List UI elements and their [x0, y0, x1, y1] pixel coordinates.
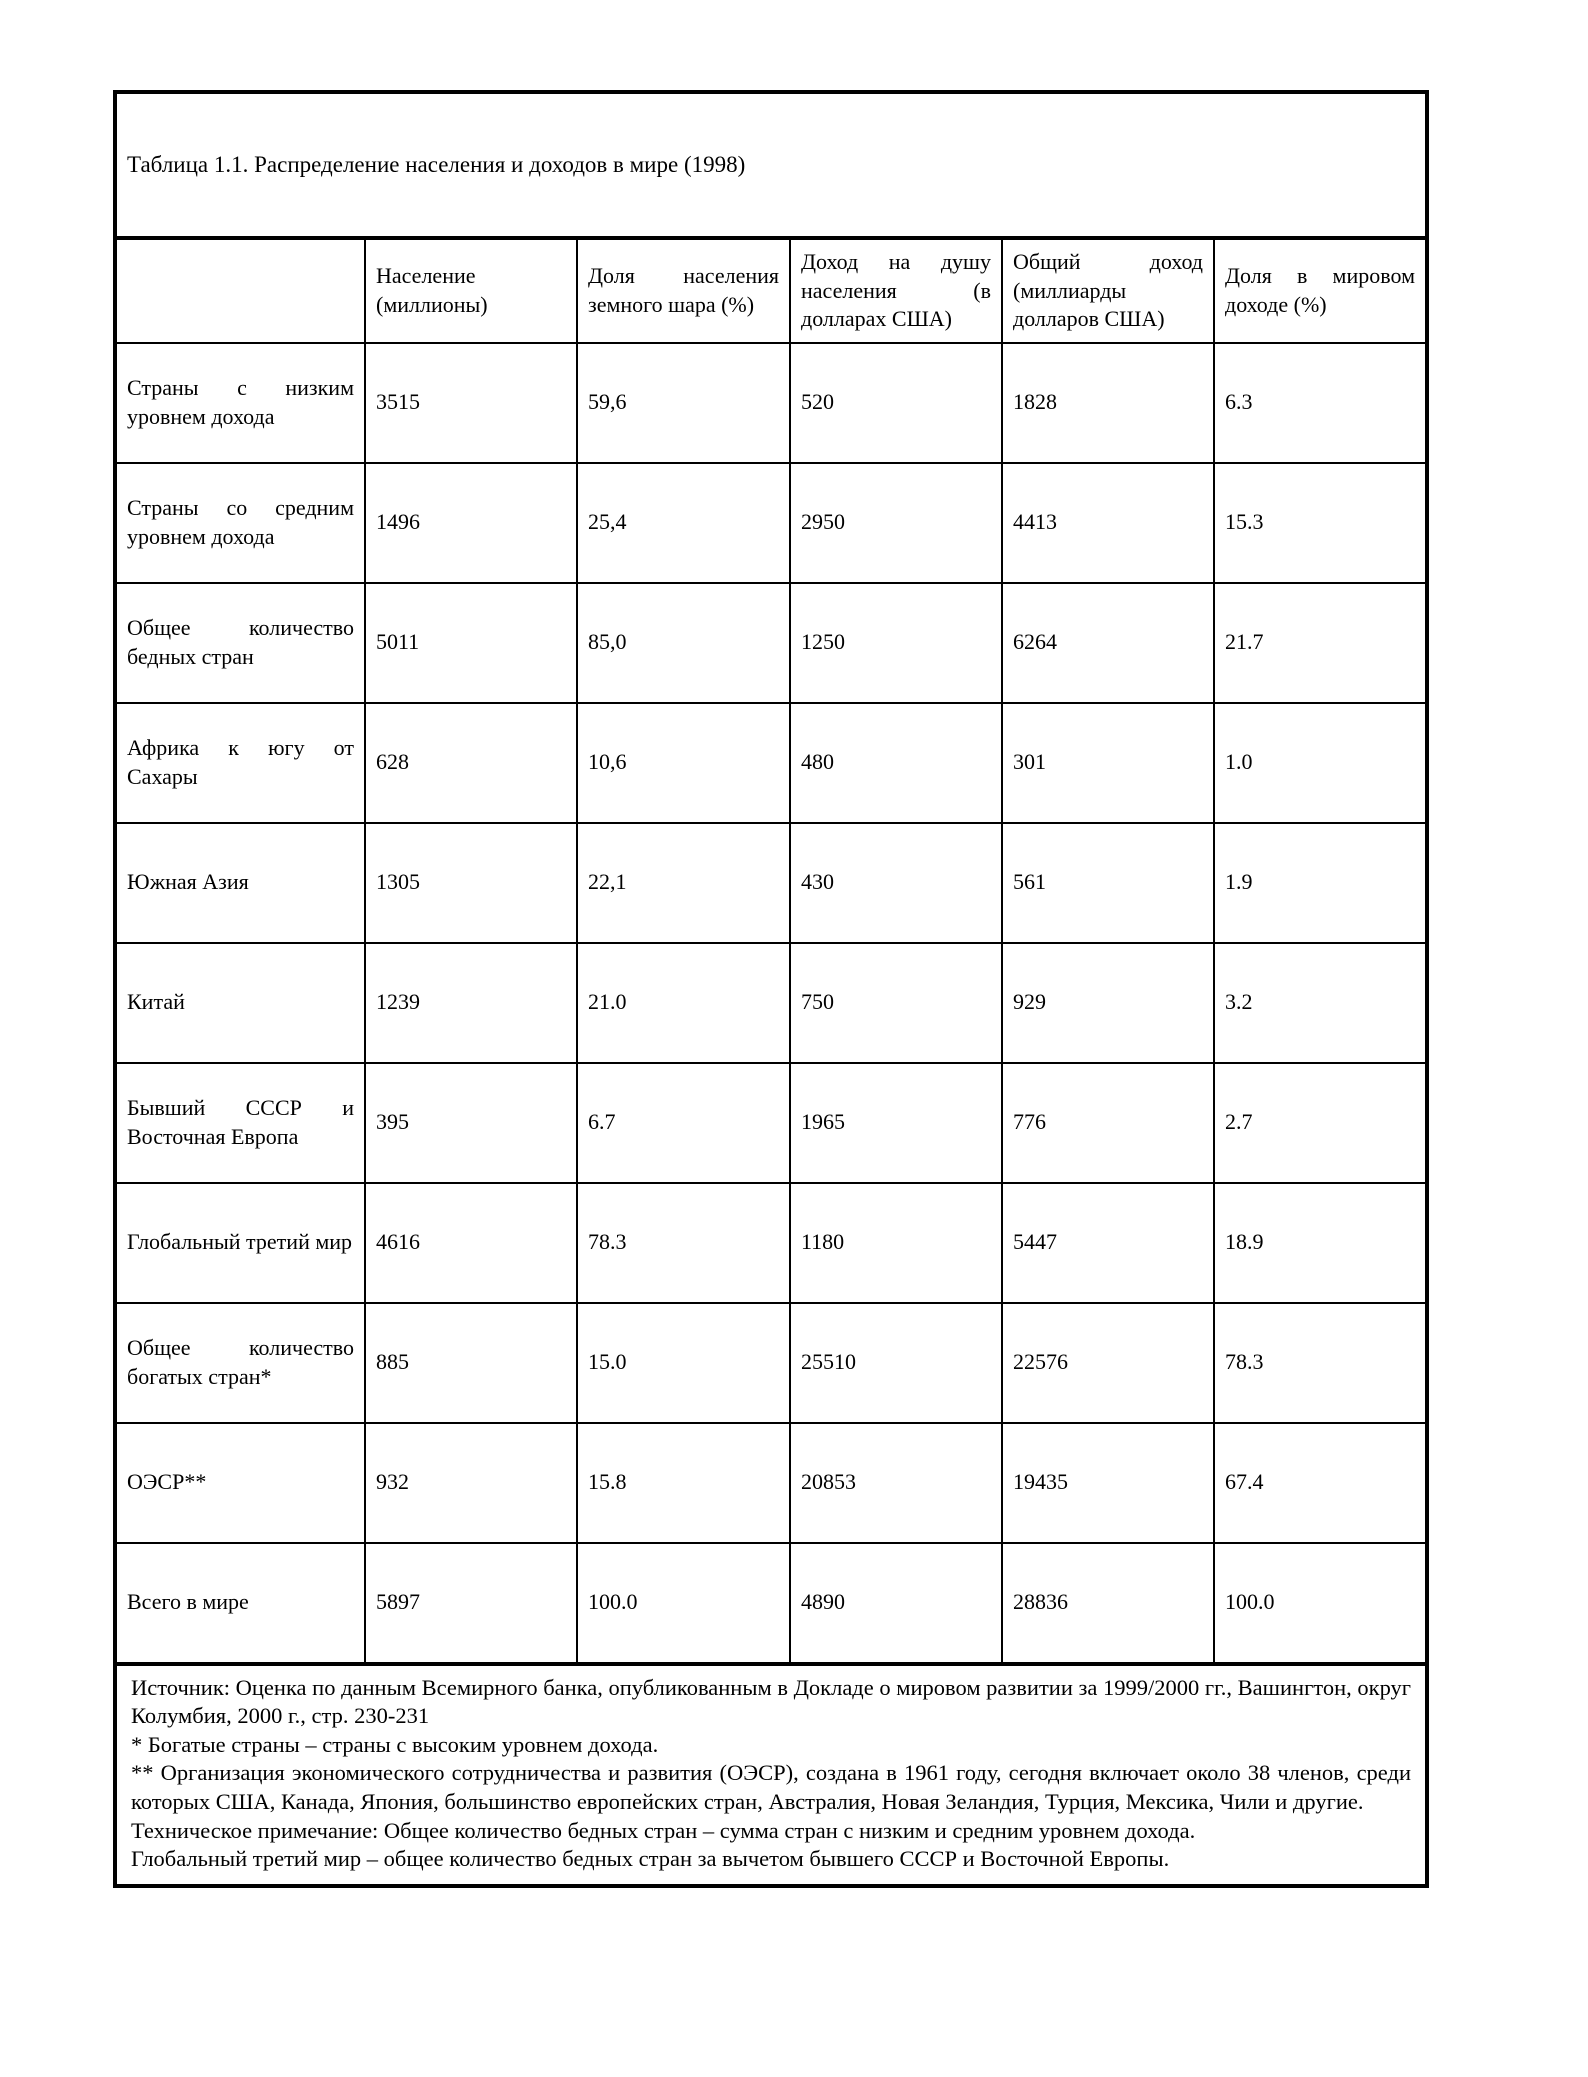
- cell-value: 78.3: [1214, 1303, 1427, 1423]
- cell-value: 59,6: [577, 343, 790, 463]
- header-row: [115, 238, 1427, 343]
- table-title: Таблица 1.1. Распределение населения и доходов в мире (1998): [115, 92, 1427, 238]
- cell-value: 561: [1002, 823, 1214, 943]
- cell-value: 4413: [1002, 463, 1214, 583]
- cell-value: 4616: [365, 1183, 577, 1303]
- cell-value: 1.9: [1214, 823, 1427, 943]
- column-header-population: Население (миллионы): [365, 238, 577, 343]
- cell-value: 750: [790, 943, 1002, 1063]
- table-row: [115, 703, 1427, 823]
- note-oecd: ** Организация экономического сотрудничества и развития (ОЭСР), создана в 1961 году, сегодня включает около 38 членов, среди которых США, Канада, Япония, большинство европейских стран, Австралия, Новая Зеландия, Турция, Мексика, Чили и другие.: [131, 1760, 1411, 1815]
- cell-value: 20853: [790, 1423, 1002, 1543]
- cell-value: 1496: [365, 463, 577, 583]
- row-label: Страны с низким уровнем дохода: [115, 343, 365, 463]
- row-label: Общее количество богатых стран*: [115, 1303, 365, 1423]
- title-row: [115, 92, 1427, 238]
- note-technical: Техническое примечание: Общее количество бедных стран – сумма стран с низким и средним уровнем дохода.: [131, 1817, 1196, 1843]
- row-label: Общее количество бедных стран: [115, 583, 365, 703]
- cell-value: 25,4: [577, 463, 790, 583]
- cell-value: 85,0: [577, 583, 790, 703]
- cell-value: 100.0: [577, 1543, 790, 1664]
- cell-value: 301: [1002, 703, 1214, 823]
- cell-value: 100.0: [1214, 1543, 1427, 1664]
- cell-value: 2950: [790, 463, 1002, 583]
- cell-value: 628: [365, 703, 577, 823]
- cell-value: 22,1: [577, 823, 790, 943]
- column-header-income-per-capita: Доход на душу населения (в долларах США): [790, 238, 1002, 343]
- cell-value: 932: [365, 1423, 577, 1543]
- cell-value: 6.3: [1214, 343, 1427, 463]
- cell-value: 5011: [365, 583, 577, 703]
- cell-value: 10,6: [577, 703, 790, 823]
- table-row: [115, 943, 1427, 1063]
- cell-value: 21.7: [1214, 583, 1427, 703]
- cell-value: 6264: [1002, 583, 1214, 703]
- table-row: [115, 823, 1427, 943]
- row-label: Африка к югу от Сахары: [115, 703, 365, 823]
- cell-value: 78.3: [577, 1183, 790, 1303]
- cell-value: 480: [790, 703, 1002, 823]
- table-row: [115, 1543, 1427, 1664]
- cell-value: 885: [365, 1303, 577, 1423]
- column-header-population-share: Доля населения земного шара (%): [577, 238, 790, 343]
- row-label: ОЭСР**: [115, 1423, 365, 1543]
- cell-value: 1.0: [1214, 703, 1427, 823]
- cell-value: 2.7: [1214, 1063, 1427, 1183]
- cell-value: 520: [790, 343, 1002, 463]
- table-row: [115, 1423, 1427, 1543]
- table-row: [115, 343, 1427, 463]
- table-row: [115, 1183, 1427, 1303]
- cell-value: 28836: [1002, 1543, 1214, 1664]
- cell-value: 3515: [365, 343, 577, 463]
- cell-value: 395: [365, 1063, 577, 1183]
- column-header-total-income: Общий доход (миллиарды долларов США): [1002, 238, 1214, 343]
- population-income-table: [113, 90, 1429, 1888]
- table-notes: [115, 1664, 1427, 1886]
- table-row: [115, 1303, 1427, 1423]
- row-label: Бывший СССР и Восточная Европа: [115, 1063, 365, 1183]
- cell-value: 3.2: [1214, 943, 1427, 1063]
- notes-row: [115, 1664, 1427, 1886]
- row-label: Страны со средним уровнем дохода: [115, 463, 365, 583]
- row-label: Южная Азия: [115, 823, 365, 943]
- note-rich-countries: * Богатые страны – страны с высоким уровнем дохода.: [131, 1731, 659, 1757]
- cell-value: 4890: [790, 1543, 1002, 1664]
- note-third-world: Глобальный третий мир – общее количество бедных стран за вычетом бывшего СССР и Восточной Европы.: [131, 1846, 1170, 1872]
- cell-value: 21.0: [577, 943, 790, 1063]
- cell-value: 5897: [365, 1543, 577, 1664]
- cell-value: 929: [1002, 943, 1214, 1063]
- note-source: Источник: Оценка по данным Всемирного банка, опубликованным в Докладе о мировом развитии за 1999/2000 гг., Вашингтон, округ Колумбия, 2000 г., стр. 230-231: [131, 1674, 1411, 1729]
- cell-value: 22576: [1002, 1303, 1214, 1423]
- table-row: [115, 1063, 1427, 1183]
- table-row: [115, 583, 1427, 703]
- cell-value: 15.0: [577, 1303, 790, 1423]
- cell-value: 5447: [1002, 1183, 1214, 1303]
- cell-value: 6.7: [577, 1063, 790, 1183]
- cell-value: 25510: [790, 1303, 1002, 1423]
- cell-value: 430: [790, 823, 1002, 943]
- cell-value: 18.9: [1214, 1183, 1427, 1303]
- cell-value: 1180: [790, 1183, 1002, 1303]
- row-label: Всего в мире: [115, 1543, 365, 1664]
- cell-value: 1250: [790, 583, 1002, 703]
- cell-value: 1828: [1002, 343, 1214, 463]
- table-row: [115, 463, 1427, 583]
- cell-value: 776: [1002, 1063, 1214, 1183]
- row-label: Глобальный третий мир: [115, 1183, 365, 1303]
- cell-value: 67.4: [1214, 1423, 1427, 1543]
- cell-value: 15.3: [1214, 463, 1427, 583]
- cell-value: 1965: [790, 1063, 1002, 1183]
- column-header-world-income-share: Доля в мировом доходе (%): [1214, 238, 1427, 343]
- cell-value: 19435: [1002, 1423, 1214, 1543]
- column-header-empty: [115, 238, 365, 343]
- cell-value: 15.8: [577, 1423, 790, 1543]
- row-label: Китай: [115, 943, 365, 1063]
- cell-value: 1305: [365, 823, 577, 943]
- cell-value: 1239: [365, 943, 577, 1063]
